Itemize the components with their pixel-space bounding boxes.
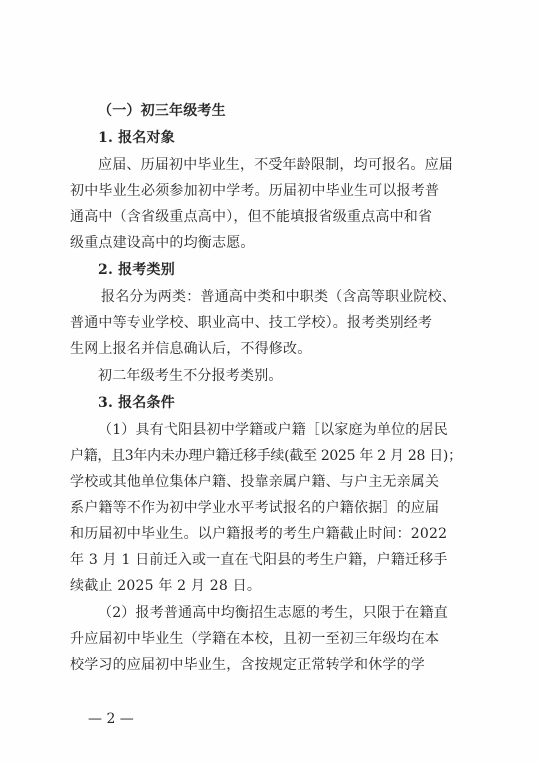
paragraph-line: 校学习的应届初中毕业生，含按规定正常转学和休学的学 <box>70 657 425 673</box>
paragraph-line: （1）具有弋阳县初中学籍或户籍［以家庭为单位的居民 <box>98 422 448 438</box>
paragraph-line: 年 3 月 1 日前迁入或一直在弋阳县的考生户籍，户籍迁移手 <box>70 552 448 568</box>
paragraph-line: 和历届初中毕业生。以户籍报考的考生户籍截止时间：2022 <box>70 526 448 542</box>
paragraph-line: 通高中（含省级重点高中），但不能填报省级重点高中和省 <box>70 209 433 225</box>
page-number: — 2 — <box>88 711 134 727</box>
paragraph-line: 初二年级考生不分报考类别。 <box>98 368 283 384</box>
paragraph-line: 户籍，且3年内未办理户籍迁移手续(截至 2025 年 2 月 28 日)； <box>70 448 462 464</box>
paragraph-line: 普通中等专业学校、职业高中、技工学校）。报考类别经考 <box>70 315 433 331</box>
subheading-registration-conditions: 3. 报名条件 <box>98 395 175 411</box>
section-heading: （一）初三年级考生 <box>98 103 226 119</box>
paragraph-line: 升应届初中毕业生（学籍在本校，且初一至初三年级均在本 <box>70 631 440 647</box>
paragraph-line: 报名分为两类：普通高中类和中职类（含高等职业院校、 <box>101 289 456 305</box>
paragraph-line: 学校或其他单位集体户籍、投靠亲属户籍、与户主无亲属关 <box>70 474 440 490</box>
subheading-registration-category: 2. 报考类别 <box>98 262 175 278</box>
paragraph-line: 生网上报名并信息确认后，不得修改。 <box>70 341 312 357</box>
paragraph-line: 初中毕业生必须参加初中学考。历届初中毕业生可以报考普 <box>70 183 440 199</box>
paragraph-line: 应届、历届初中毕业生，不受年龄限制，均可报名。应届 <box>98 157 453 173</box>
paragraph-line: 续截止 2025 年 2 月 28 日。 <box>70 578 262 594</box>
paragraph-line: 级重点建设高中的均衡志愿。 <box>70 235 255 251</box>
paragraph-line: （2）报考普通高中均衡招生志愿的考生，只限于在籍直 <box>98 605 448 621</box>
paragraph-line: 系户籍等不作为初中学业水平考试报名的户籍依据］的应届 <box>70 500 440 516</box>
subheading-registration-target: 1. 报名对象 <box>98 130 175 146</box>
